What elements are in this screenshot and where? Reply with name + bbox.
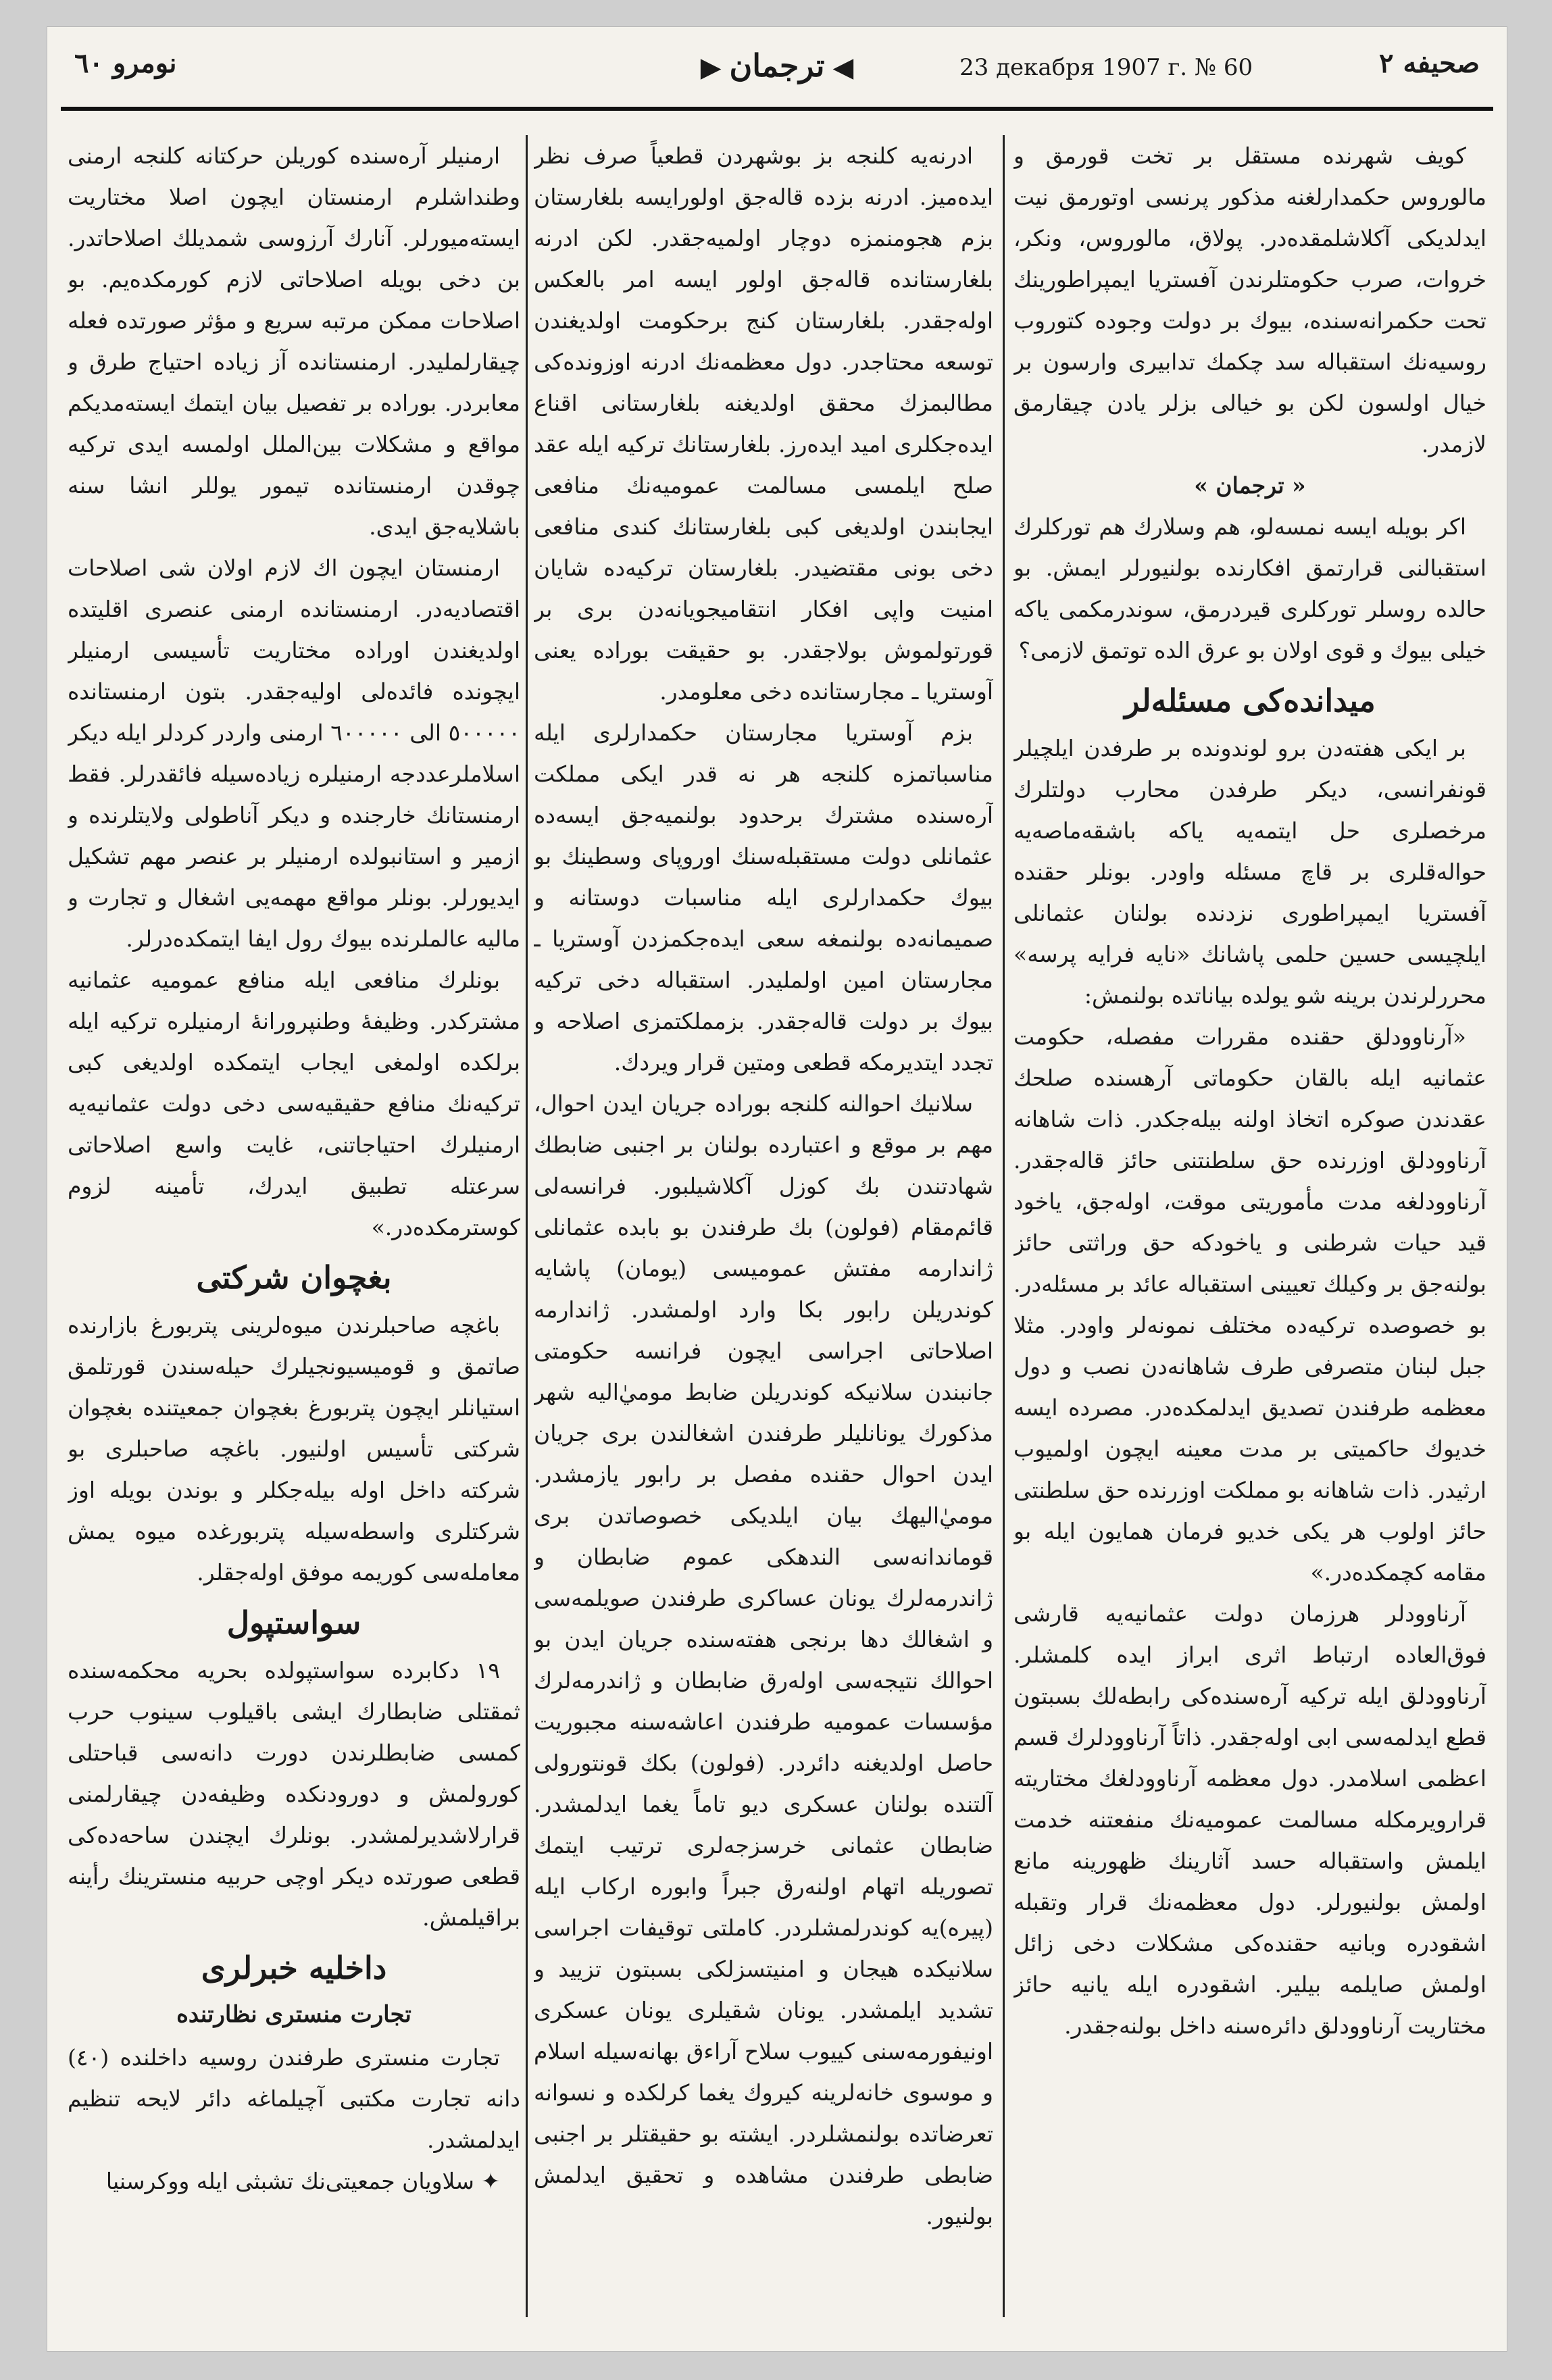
article-paragraph: بزم آوستريا مجارستان حكمدارلرى ايله مناسباتمزه كلنجه هر نه قدر ايكى مملكت آره‌سنده مشترك برحدود بولنميه‌جق ايسه‌ده عثمانلى دولت مستقبله‌سنك اوروپاى وسطينك بو بيوك حكمدارلرى ايله مناسبات دوستانه و صميمانه‌ده بولنمغه سعى ايده‌جكمزدن آوستريا ـ مجارستان امين اولمليدر. استقباله دخى تركيه بيوك بر دولت قاله‌جقدر. بزمملكتمزى اصلاحه و تجدد ايتديرمكه قطعى ومتين قرار ويردك. [534, 719, 993, 1075]
article-signature: « ترجمان » [1194, 472, 1306, 499]
column-middle [534, 135, 993, 2331]
article-paragraph: سلانيك احوالنه كلنجه بوراده جريان ايدن احوال، مهم بر موقع و اعتبارده بولنان بر اجنبى ضابطك شهادتندن بك كوزل آكلاشيلبور. فرانسه‌لى قائم‌مقام (فولون) بك طرفندن بو بابده عثمانلى ژاندارمه مفتش عموميسى (يومان) پاشايه كوندريلن رابور بكا وارد اولمشدر. ژاندارمه اصلاحاتى اجراسى ايچون فرانسه حكومتى جانبندن سلانيكه كوندريلن ضابط موميٰ‌اليه شهر مذكورك يونانليلر طرفندن اشغالندن برى جريان ايدن احوال حقنده مفصل بر رابور يازمشدر. موميٰ‌اليهك بيان ايلديكى خصوصاتدن برى قوماندانه‌سى الندهكى عموم ضابطان و ژاندرمه‌لرك يونان عساكرى طرفندن صويلمه‌سى و اشغالك دها برنجى هفته‌سنده جريان ايدن بو احوالك نتيجه‌سى اوله‌رق ضابطان و ژاندرمه‌لرك مؤسسات عموميه طرفندن اعاشه‌سنه مجبوريت حاصل اولديغنه دائردر. (فولون) بكك قونتورولى آلتنده بولنان عسكرى ديو تاماً يغما ايدلمشدر. ضابطان عثمانى خرسزجه‌لرى ترتيب ايتمك تصوريله اتهام اولنه‌رق جبراً وابوره اركاب ايله (پيره)يه كوندرلمشلردر. كاملتى توقيفات اجراسى سلانيكده هيجان و امنيتسزلكى بسبتون تزييد و تشديد ايلمشدر. يونان شقيلرى يونان عسكرى اونيفورمه‌سنى كييوب سلاح آراءق بهانه‌سيله اسلام و موسوى خانه‌لرينه كيروك يغما كرلكده و نسوانه تعرضاتده بولنمشلردر. ايشته بو حقيقتلر بر اجنبى ضابطى طرفندن مشاهده و تحقيق ايدلمش بولنيور. [534, 1090, 993, 2229]
section-heading: سواستپول [226, 1604, 361, 1641]
header-rule [61, 107, 1493, 111]
article-paragraph: باغچه صاحبلرندن ميوه‌لرينى پتربورغ بازارنده صاتمق و قوميسيونجيلرك حيله‌سندن قورتلمق استيانلر ايچون پتربورغ بغچوان جمعيتنده بغچوان شركتى تأسيس اولنيور. باغچه صاحبلرى بو شركته داخل اوله بيله‌جكلر و بوندن بويله اوز شركتلرى واسطه‌سيله پتربورغده ميوه يمش معامله‌سى كوريمه موفق اوله‌جقلر. [68, 1312, 520, 1586]
ornament-icon: ▶ [700, 51, 722, 83]
article-paragraph: كويف شهرنده مستقل بر تخت قورمق و مالوروس حكمدارلغنه مذكور پرنسى اوتورمق نيت ايدلديكى آكلاشلمقده‌در. پولاق، مالوروس، ونكر، خروات، صرب حكومتلرندن آفستريا ايمپراطورينك تحت حكمرانه‌سنده، بيوك بر دولت وجوده كتورو‌ب روسيه‌نك استقباله سد چكمك تدابيرى وارسون بر خيال اولسون لكن بو خيالى بزلر يادن چيقارمق لازمدر. [1013, 143, 1486, 457]
ornament-icon: ◀ [832, 51, 854, 83]
column-left [68, 135, 520, 2331]
section-heading: داخليه خبرلرى [201, 1950, 387, 1986]
issue-number: نومرو ٦٠ [74, 47, 177, 79]
article-paragraph: ادرنه‌يه كلنجه بز بوشهردن قطعياً صرف نظر ايده‌ميز. ادرنه بزده قاله‌جق اولورايسه بلغارستان بزم هجومنمزه دوچار اولميه‌جقدر. لكن ادرنه بلغارستانده قاله‌جق اولور ايسه امر بالعكس اوله‌جقدر. بلغارستان كنج برحكومت اولديغندن توسعه محتاجدر. دول معظمه‌نك ادرنه اوزونده‌كى مطالبمزك محقق اولديغنه بلغارستانى اقناع ايده‌جكلرى اميد ايده‌رز. بلغارستانك تركيه ايله عقد صلح ايلمسى مسالمت عموميه‌نك منافعى ايجابندن اولديغى كبى بلغارستانك كندى منافعى دخى بونى مقتضيدر. بلغارستان تركيه‌ده شايان امنيت واپى افكار انتقاميجويانه‌دن برى بر قورتولموش بولاجقدر. بو حقيقت بوراده يعنى آوستريا ـ مجارستانده دخى معلومدر. [534, 143, 993, 705]
page-header [47, 27, 1507, 128]
section-heading: بغچوان شركتى [196, 1259, 392, 1296]
article-paragraph: تجارت منسترى طرفندن روسيه داخلنده (٤٠) دانه تجارت مكتبى آچيلماغه دائر لايحه تنظيم ايدلمشدر. [68, 2044, 520, 2153]
article-paragraph: ارمنيلر آره‌سنده كوريلن حركتانه كلنجه ارمنى وطنداشلرم ارمنستان ايچون اصلا مختاريت ايسته‌ميورلر. آنارك آرزوسى شمديلك اصلاحاتدر. بن دخى بويله اصلاحاتى لازم كورمكده‌يم. بو اصلاحات ممكن مرتبه سريع و مؤثر صورتده فعله چيقارلمليدر. ارمنستانده آز زياده احتياج طرق و معابردر. بوراده بر تفصيل بيان ايتمك ايسته‌مديكم مواقع و مشكلات بين‌الملل اولمسه ايدى تركيه چوقدن ارمنستانده تيمور يوللر انشا سنه باشلايه‌جق ايدى. [68, 143, 520, 540]
header-date: 23 декабря 1907 г. № 60 [959, 54, 1253, 81]
article-paragraph: ارمنستان ايچون اك لازم اولان شى اصلاحات اقتصاديه‌در. ارمنستانده ارمنى عنصرى اقليتده اولديغندن اوراده مختاريت تأسيسى ارمنيلر ايچونده فائده‌لى اوليه‌جقدر. بتون ارمنستانده ٥٠٠٠٠٠ الى ٦٠٠٠٠٠ ارمنى واردر كردلر ايله ديكر اسلاملرعددجه ارمنيلره زياده‌سيله فائقدرلر. فقط ارمنستانك خارجنده و ديكر آناطولى ولايتلرنده و ازمير و استانبولده ارمنيلر بر عنصر مهم تشكيل ايديورلر. بونلر مواقع مهمه‌يى اشغال و تجارت و ماليه عالملرنده بيوك رول ايفا ايتمكده‌درلر. [68, 555, 520, 952]
newspaper-page [47, 27, 1507, 2351]
column-right [1013, 135, 1486, 2331]
masthead-title [655, 47, 899, 84]
article-paragraph: بونلرك منافعى ايله منافع عموميه عثمانيه مشتركدر. وظيفهٔ وطنپرورانهٔ ارمنيلره تركيه ايله برلكده اولمغى ايجاب ايتمكده اولديغى كبى تركيه‌نك منافع حقيقيه‌سى دخى دولت عثمانيه‌يه ارمنيلرك احتياجاتنى، غايت واسع اصلاحاتى سرعتله تطبيق ايدرك، تأمينه لزوم كوسترمكده‌در.» [68, 967, 520, 1240]
article-paragraph: «آرناوودلق حقنده مقررات مفصله، حكومت عثمانيه ايله بالقان حكوماتى آرهسنده صلحك عقدندن صوكره اتخاذ اولنه بيله‌جكدر. ذات شاهانه آرناوودلق اوزرنده حق سلطنتنى حائز قاله‌جقدر. آرناوودلغه مدت مأموريتى موقت، اوله‌جق، ياخود قيد حيات شرطنى و ياخودكه حق وراثتى حائز بولنه‌جق بر وكيلك تعيينى استقباله عائد بر مسئله‌در. بو خصوصده تركيه‌ده مختلف نمونه‌لر واودر. مثلا جبل لبنان متصرفى طرف شاهانه‌دن نصب و دول معظمه طرفندن تصديق ايدلمكده‌در. مصرده ايسه خديوك حاكميتى بر مدت معينه ايچون اولميوب ارثيدر. ذات شاهانه بو مملكت اوزرنده حق سلطنتى حائز اولوب هر يكى خديو فرمان همايون ايله بو مقامه كچمكده‌در.» [1013, 1023, 1486, 1586]
column-divider [1003, 135, 1005, 2317]
column-divider [526, 135, 528, 2317]
article-paragraph: آرناوودلر هرزمان دولت عثمانيه‌يه قارشى فوق‌العاده ارتباط اثرى ابراز ايده كلمشلر. آرناوودلق ايله تركيه آره‌سنده‌كى رابطه‌لك بسبتون قطع ايدلمه‌سى ابى اوله‌جقدر. ذاتاً آرناوودلرك قسم اعظمى اسلامدر. دول معظمه آرناوودلغك مختاريته قراروير‌مكله مسالمت عموميه‌نك منفعتنه خدمت ايلمش واستقباله حسد آثارينك ظهورينه مانع اولمش بولنيورلر. دول معظمه‌نك قرار وتقبله اشقودره وبانيه حقنده‌كى مشكلات دخى زائل اولمش صايلمه بيلير. اشقودره ايله يانيه حائز مختاريت آرناوودلق دائره‌سنه داخل بولنه‌جقدر. [1013, 1600, 1486, 2039]
newspaper-name: ترجمان [729, 47, 825, 84]
article-paragraph: اكر بويله ايسه نمسه‌لو، هم وسلارك هم توركلرك استقبالنى قرارتمق افكارنده بولنيورلر ايمش. بو حالده روسلر توركلرى قيردرمق، سوندرمكمى ياكه خيلى بيوك و قوى اولان بو عرق الده توتمق لازمى؟ [1013, 513, 1486, 663]
article-paragraph: ١٩ دكابرده سواستپولده بحريه محكمه‌سنده ثمقتلى ضابطارك ايشى باقيلوب سينوب حرب كمسى ضابطلرندن دورت دانه‌سى قباحتلى كورولمش و دورودنكده وظيفه‌دن چيقارلمنى قرارلاشديرلمشدر. بونلرك ايچندن ساحه‌ده‌كى قطعى صورتده ديكر اوچى حربيه منسترينك رأينه براقيلمش. [68, 1657, 520, 1931]
page-number-label: صحيفه ٢ [1379, 47, 1480, 79]
subsection-heading: تجارت منسترى نظارتنده [176, 2001, 411, 2028]
article-paragraph: ✦ سلاويان جمعيتى‌نك تشبثى ايله ووكرسنيا [105, 2168, 500, 2194]
article-paragraph: بر ايكى هفته‌دن برو لوندونده بر طرفدن ايلچيلر قونفرانسى، ديكر طرفدن محارب دولتلرك مرخصلرى حل ايتمه‌يه ياكه باشقه‌ماصه‌يه حواله‌قلرى بر قاچ مسئله واودر. بونلر حقنده آفستريا ايمپراطورى نزدنده بولنان عثمانلى ايلچيسى حسين حلمى پاشانك «نايه فرايه پرسه» محررلرندن برينه شو يولده بياناتده بولنمش: [1013, 735, 1486, 1009]
section-heading: ميدانده‌كى مسئله‌لر [1124, 682, 1376, 719]
